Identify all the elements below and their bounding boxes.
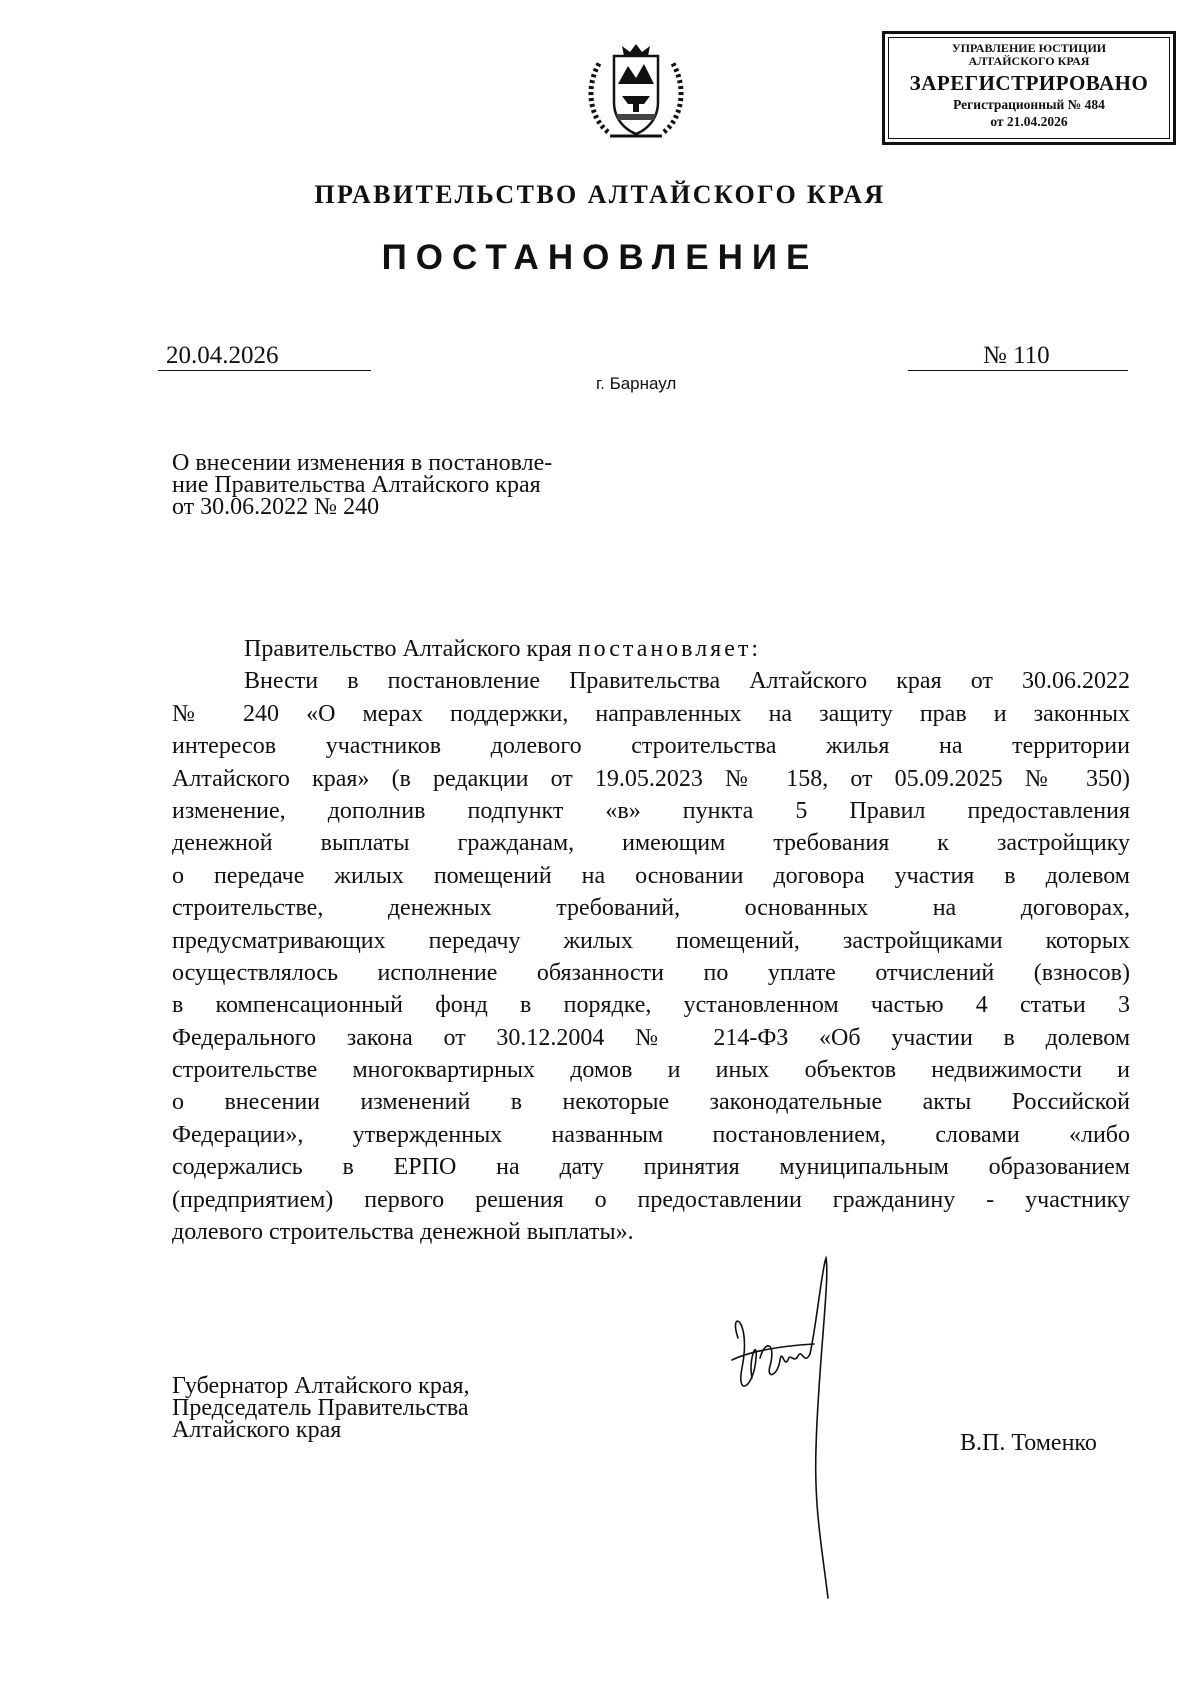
coat-of-arms-icon (580, 38, 692, 150)
stamp-org-line1: УПРАВЛЕНИЕ ЮСТИЦИИ (951, 41, 1107, 55)
signer-title-line: Губернатор Алтайского края, (172, 1373, 470, 1399)
signature-icon (718, 1248, 858, 1608)
government-title: ПРАВИТЕЛЬСТВО АЛТАЙСКОГО КРАЯ (314, 180, 886, 209)
subject-line: ние Правительства Алтайского края (172, 472, 541, 498)
signer-name: В.П. Томенко (960, 1430, 1097, 1456)
registration-stamp (882, 31, 1176, 145)
stamp-reg-date: от 21.04.2026 (990, 114, 1068, 129)
body-line: о внесении изменений в некоторые законодательные акты Российской (172, 1089, 1130, 1116)
subject-line: О внесении изменения в постановле- (172, 450, 553, 476)
body-line: Внести в постановление Правительства Алтайского края от 30.06.2022 (244, 668, 1130, 695)
body-line: предусматривающих передачу жилых помещений, застройщиками которых (172, 927, 1130, 954)
body-line: Федерального закона от 30.12.2004 № 214-ФЗ «Об участии в долевом (172, 1024, 1130, 1051)
body-line: строительстве, денежных требований, основанных на договорах, (172, 895, 1130, 922)
document-city: г. Барнаул (596, 374, 677, 393)
body-line: интересов участников долевого строительства жилья на территории (172, 733, 1130, 760)
body-line: в компенсационный фонд в порядке, установленном частью 4 статьи 3 (172, 992, 1130, 1019)
body-line: о передаче жилых помещений на основании договора участия в долевом (172, 862, 1130, 889)
body-line: денежной выплаты гражданам, имеющим требования к застройщику (172, 830, 1130, 857)
signature-block (172, 1375, 470, 1441)
signer-title-line: Председатель Правительства (172, 1395, 469, 1421)
stamp-status: ЗАРЕГИСТРИРОВАНО (909, 71, 1149, 95)
stamp-org-line2: АЛТАЙСКОГО КРАЯ (968, 54, 1090, 68)
body-line: Алтайского края» (в редакции от 19.05.2023 № 158, от 05.09.2025 № 350) (172, 765, 1130, 792)
stamp-reg-number: Регистрационный № 484 (953, 97, 1105, 112)
document-subject (172, 452, 642, 518)
document-number: № 110 (983, 342, 1050, 369)
signer-title-line: Алтайского края (172, 1417, 342, 1443)
body-last-line: долевого строительства денежной выплаты». (172, 1219, 634, 1246)
body-line: изменение, дополнив подпункт «в» пункта 5 Правил предоставления (172, 797, 1130, 824)
preamble-verb: постановляет: (577, 636, 762, 662)
preamble (172, 633, 1130, 665)
body-line: осуществлялось исполнение обязанности по уплате отчислений (взносов) (172, 959, 1130, 986)
body-line: содержались в ЕРПО на дату принятия муниципальным образованием (172, 1154, 1130, 1181)
document-date: 20.04.2026 (166, 342, 279, 369)
body-line: (предприятием) первого решения о предоставлении гражданину - участнику (172, 1186, 1130, 1213)
body-line: № 240 «О мерах поддержки, направленных на защиту прав и законных (172, 700, 1130, 727)
document-type: ПОСТАНОВЛЕНИЕ (381, 238, 819, 277)
body-line: Федерации», утвержденных названным постановлением, словами «либо (172, 1121, 1130, 1148)
document-body (172, 633, 1130, 1248)
body-line: строительстве многоквартирных домов и иных объектов недвижимости и (172, 1057, 1130, 1084)
subject-line: от 30.06.2022 № 240 (172, 494, 380, 520)
preamble-text: Правительство Алтайского края (244, 636, 578, 662)
